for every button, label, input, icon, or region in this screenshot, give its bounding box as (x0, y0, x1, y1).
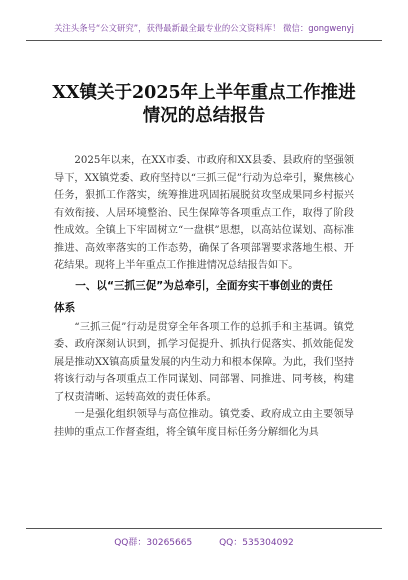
section-1-subpoint: 一是强化组织领导与高位推动。镇党委、政府成立由主要领导挂帅的重点工作督查组，将全镇年度目标任务分解细化为具 (54, 409, 354, 438)
header-banner: 关注头条号“公文研究”，获得最新最全最专业的公文资料库！ 微信：gongwenyj (54, 23, 354, 33)
intro-paragraph: 2025年以来，在XX市委、市政府和XX县委、县政府的坚强领导下，XX镇党委、政府坚持以“三抓三促”行动为总牵引，聚焦核心任务，狠抓工作落实，统筹推进巩固拓展脱贫攻坚成果同乡村振兴有效衔接、人居环境整治、民生保障等各项重点工作，取得了阶段性成效。全镇上下牢固树立“一盘棋”思想，以高站位谋划、高标准推进、高效率落实的工作态势，确保了各项部署要求落地生根、开花结果。现将上半年重点工作推进情况总结报告如下。 (54, 155, 354, 271)
document-body (54, 152, 354, 441)
header-divider (26, 40, 382, 41)
section-1-paragraph: “三抓三促”行动是贯穿全年各项工作的总抓手和主基调。镇党委、政府深刻认识到，抓学习促提升、抓执行促落实、抓效能促发展是推动XX镇高质量发展的内生动力和根本保障。为此，我们坚持将该行动与各项重点工作同谋划、同部署、同推进、同考核，构建了权责清晰、运转高效的责任体系。 (54, 321, 354, 403)
title-line-2: 情况的总结报告 (142, 106, 266, 126)
section-1-heading (54, 275, 354, 319)
section-1-heading-part-1: 一、以“三抓三促”为总牵引，全面夯实干事创业的责任 (75, 279, 333, 292)
document-title (40, 82, 368, 128)
footer-divider (26, 528, 382, 529)
qq-group: QQ群：30265665 (114, 538, 193, 548)
footer-contact (0, 535, 408, 548)
qq-number: QQ：535304092 (219, 538, 294, 548)
section-1-heading-part-2: 体系 (54, 301, 76, 314)
title-line-1: XX镇关于2025年上半年重点工作推进 (52, 83, 356, 103)
